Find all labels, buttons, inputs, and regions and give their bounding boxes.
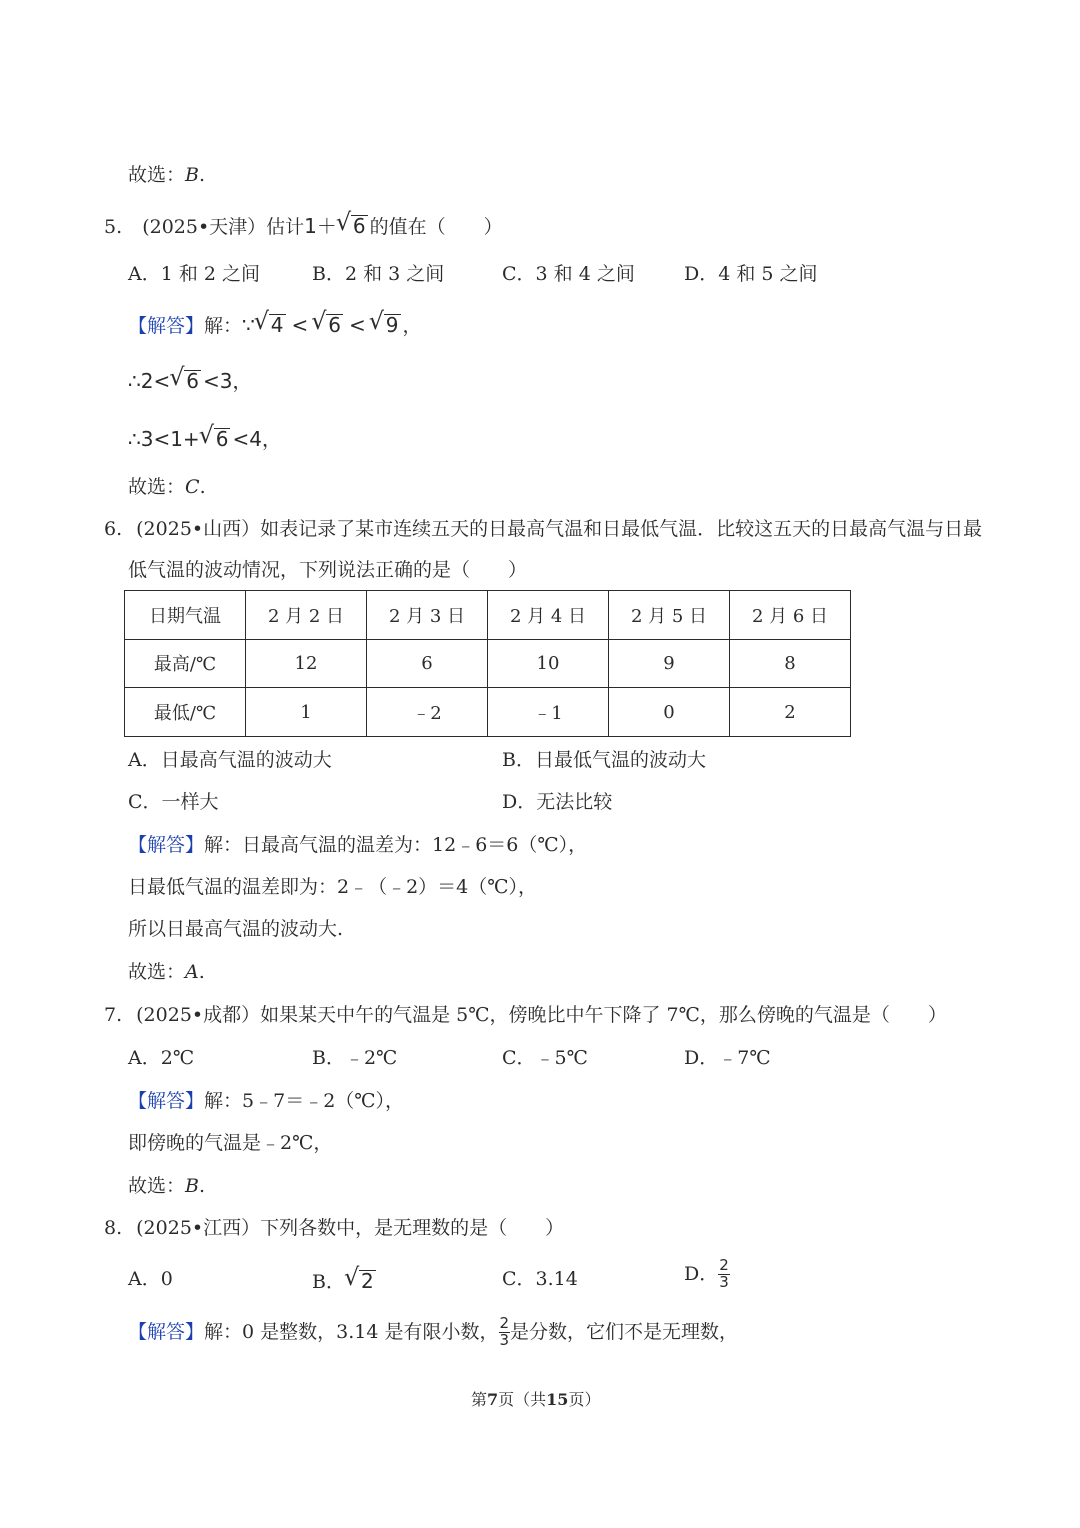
answer-tag: 【解答】	[128, 1090, 205, 1112]
q8-solution-line1: 【解答】解：0 是整数，3.14 是有限小数， $\frac{2}{3}$ 是分数，它们不是无理数，	[128, 1314, 739, 1349]
table-cell: 9	[609, 639, 730, 688]
q6-option-c[interactable]: C．一样大	[128, 791, 219, 813]
q6-option-b[interactable]: B．日最低气温的波动大	[502, 749, 706, 771]
question-8-stem: 8. (2025•江西）下列各数中，是无理数的是（ ）	[104, 1217, 565, 1239]
q7-solution-line1: 【解答】解：5﹣7＝﹣2（℃），	[128, 1090, 405, 1112]
q6-solution-line2: 日最低气温的温差即为：2﹣（﹣2）＝4（℃），	[128, 876, 538, 898]
page-footer: 第7页（共15页）	[471, 1390, 601, 1409]
q5-solution-line2: ∴2<√ 6 <3，	[128, 370, 252, 392]
table-cell: 2 月 2 日	[246, 591, 367, 640]
q5-option-a[interactable]: A．1 和 2 之间	[128, 263, 261, 285]
q7-option-a[interactable]: A．2℃	[128, 1047, 195, 1069]
question-6-stem-line2: 低气温的波动情况，下列说法正确的是（ ）	[128, 559, 528, 581]
q5-option-d[interactable]: D．4 和 5 之间	[684, 263, 818, 285]
q7-solution-line2: 即傍晚的气温是﹣2℃，	[128, 1132, 333, 1154]
q7-conclusion: 故选：B.	[128, 1175, 206, 1197]
temperature-table	[124, 590, 851, 737]
q6-solution-line1: 【解答】解：日最高气温的温差为：12﹣6＝6（℃），	[128, 834, 588, 856]
q6-conclusion: 故选：A.	[128, 961, 205, 983]
table-cell: ﹣2	[367, 688, 488, 737]
table-cell: 2	[730, 688, 851, 737]
q8-option-b[interactable]: B．√ 2	[312, 1270, 378, 1292]
question-5-stem: 5. (2025•天津）估计1＋√ 6 的值在（ ）	[104, 215, 503, 237]
q5-option-b[interactable]: B．2 和 3 之间	[312, 263, 445, 285]
table-cell: 日期气温	[125, 591, 246, 640]
table-cell: 2 月 6 日	[730, 591, 851, 640]
table-header-row	[125, 591, 851, 640]
q5-conclusion: 故选：C.	[128, 476, 206, 498]
q7-option-c[interactable]: C．﹣5℃	[502, 1047, 588, 1069]
answer-tag: 【解答】	[128, 315, 205, 337]
q5-option-c[interactable]: C．3 和 4 之间	[502, 263, 635, 285]
table-cell: 12	[246, 639, 367, 688]
q6-option-a[interactable]: A．日最高气温的波动大	[128, 749, 332, 771]
table-cell: 8	[730, 639, 851, 688]
table-cell: 10	[488, 639, 609, 688]
table-cell: 1	[246, 688, 367, 737]
q8-option-c[interactable]: C．3.14	[502, 1268, 578, 1290]
table-cell: 最低/℃	[125, 688, 246, 737]
table-cell: ﹣1	[488, 688, 609, 737]
table-cell: 6	[367, 639, 488, 688]
q8-option-d[interactable]: D． $\frac{2}{3}$	[684, 1256, 729, 1291]
table-cell: 2 月 5 日	[609, 591, 730, 640]
conclusion-prev: 故选：B.	[128, 164, 206, 186]
fraction: $\frac{2}{3}$	[499, 1314, 510, 1349]
q6-solution-line3: 所以日最高气温的波动大.	[128, 918, 344, 940]
q5-solution-line3: ∴3<1+√ 6 <4，	[128, 428, 282, 450]
question-6-stem-line1: 6. (2025•山西）如表记录了某市连续五天的日最高气温和日最低气温．比较这五天的日最高气温与日最	[104, 518, 983, 540]
q7-option-b[interactable]: B．﹣2℃	[312, 1047, 398, 1069]
q8-option-a[interactable]: A．0	[128, 1268, 173, 1290]
table-row	[125, 639, 851, 688]
table-cell: 2 月 4 日	[488, 591, 609, 640]
table-cell: 0	[609, 688, 730, 737]
question-7-stem: 7. (2025•成都）如果某天中午的气温是 5℃，傍晚比中午下降了 7℃，那么傍晚的气温是（ ）	[104, 1004, 947, 1026]
q6-option-d[interactable]: D．无法比较	[502, 791, 613, 813]
table-cell: 最高/℃	[125, 639, 246, 688]
table-cell: 2 月 3 日	[367, 591, 488, 640]
table-row	[125, 688, 851, 737]
answer-tag: 【解答】	[128, 834, 205, 856]
q5-solution-line1: 【解答】解：∵√ 4 <√ 6 <√ 9 ，	[128, 314, 422, 336]
fraction: $\frac{2}{3}$	[719, 1256, 729, 1291]
q7-option-d[interactable]: D．﹣7℃	[684, 1047, 771, 1069]
answer-tag: 【解答】	[128, 1320, 205, 1343]
